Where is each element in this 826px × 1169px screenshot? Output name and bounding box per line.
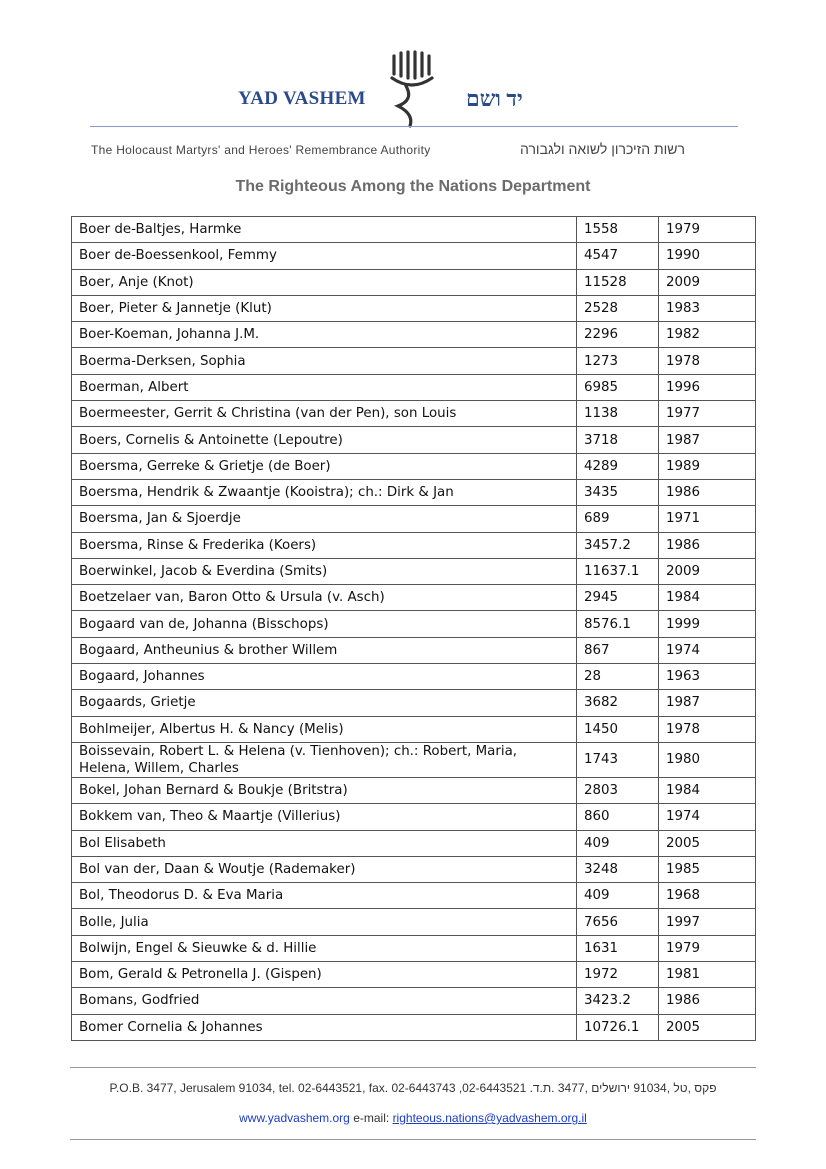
name-cell: Boers, Cornelis & Antoinette (Lepoutre) bbox=[72, 427, 577, 453]
table-row bbox=[72, 322, 756, 348]
righteous-list-table bbox=[71, 216, 756, 1041]
year-cell: 1989 bbox=[659, 453, 756, 479]
year-cell: 1986 bbox=[659, 532, 756, 558]
name-cell: Bol, Theodorus D. & Eva Maria bbox=[72, 883, 577, 909]
year-cell: 2009 bbox=[659, 558, 756, 584]
name-cell: Bogaard van de, Johanna (Bisschops) bbox=[72, 611, 577, 637]
year-cell: 1990 bbox=[659, 243, 756, 269]
file-number-cell: 6985 bbox=[577, 374, 659, 400]
name-cell: Bol van der, Daan & Woutje (Rademaker) bbox=[72, 856, 577, 882]
name-cell: Boerwinkel, Jacob & Everdina (Smits) bbox=[72, 558, 577, 584]
table-row bbox=[72, 295, 756, 321]
table-row bbox=[72, 1014, 756, 1040]
name-cell: Boer de-Boessenkool, Femmy bbox=[72, 243, 577, 269]
name-cell: Bogaards, Grietje bbox=[72, 690, 577, 716]
name-cell: Boissevain, Robert L. & Helena (v. Tienhoven); ch.: Robert, Maria, Helena, Willem, Charles bbox=[72, 742, 577, 777]
file-number-cell: 11637.1 bbox=[577, 558, 659, 584]
file-number-cell: 4289 bbox=[577, 453, 659, 479]
table-row bbox=[72, 777, 756, 803]
name-cell: Boersma, Jan & Sjoerdje bbox=[72, 506, 577, 532]
year-cell: 1968 bbox=[659, 883, 756, 909]
year-cell: 1979 bbox=[659, 217, 756, 243]
footer-divider-bottom bbox=[70, 1139, 756, 1140]
file-number-cell: 1273 bbox=[577, 348, 659, 374]
tagline-english: The Holocaust Martyrs' and Heroes' Remembrance Authority bbox=[91, 143, 431, 157]
org-name-hebrew: יד ושם bbox=[466, 86, 523, 111]
table-row bbox=[72, 427, 756, 453]
file-number-cell: 1558 bbox=[577, 217, 659, 243]
year-cell: 1982 bbox=[659, 322, 756, 348]
email-link[interactable]: righteous.nations@yadvashem.org.il bbox=[392, 1111, 587, 1125]
year-cell: 2005 bbox=[659, 830, 756, 856]
table-row bbox=[72, 532, 756, 558]
file-number-cell: 3457.2 bbox=[577, 532, 659, 558]
table-row bbox=[72, 935, 756, 961]
file-number-cell: 2296 bbox=[577, 322, 659, 348]
department-title: The Righteous Among the Nations Department bbox=[235, 178, 591, 195]
file-number-cell: 7656 bbox=[577, 909, 659, 935]
file-number-cell: 1450 bbox=[577, 716, 659, 742]
name-cell: Bolle, Julia bbox=[72, 909, 577, 935]
table-row bbox=[72, 506, 756, 532]
name-cell: Bolwijn, Engel & Sieuwke & d. Hillie bbox=[72, 935, 577, 961]
table-row bbox=[72, 401, 756, 427]
year-cell: 1986 bbox=[659, 988, 756, 1014]
table-row bbox=[72, 374, 756, 400]
table-row bbox=[72, 988, 756, 1014]
year-cell: 1963 bbox=[659, 664, 756, 690]
name-cell: Boersma, Hendrik & Zwaantje (Kooistra); ch.: Dirk & Jan bbox=[72, 479, 577, 505]
year-cell: 1980 bbox=[659, 742, 756, 777]
org-name-english: YAD VASHEM bbox=[238, 88, 366, 109]
year-cell: 1977 bbox=[659, 401, 756, 427]
table-row bbox=[72, 909, 756, 935]
file-number-cell: 3248 bbox=[577, 856, 659, 882]
table-row bbox=[72, 962, 756, 988]
file-number-cell: 409 bbox=[577, 883, 659, 909]
name-cell: Boermeester, Gerrit & Christina (van der Pen), son Louis bbox=[72, 401, 577, 427]
year-cell: 1974 bbox=[659, 804, 756, 830]
table-row bbox=[72, 348, 756, 374]
name-cell: Bomans, Godfried bbox=[72, 988, 577, 1014]
tagline-hebrew: רשות הזיכרון לשואה ולגבורה bbox=[520, 141, 685, 157]
file-number-cell: 3435 bbox=[577, 479, 659, 505]
file-number-cell: 1972 bbox=[577, 962, 659, 988]
name-cell: Bogaard, Johannes bbox=[72, 664, 577, 690]
file-number-cell: 3718 bbox=[577, 427, 659, 453]
year-cell: 1984 bbox=[659, 585, 756, 611]
table-row bbox=[72, 856, 756, 882]
file-number-cell: 2803 bbox=[577, 777, 659, 803]
name-cell: Boer-Koeman, Johanna J.M. bbox=[72, 322, 577, 348]
name-cell: Boer de-Baltjes, Harmke bbox=[72, 217, 577, 243]
year-cell: 1997 bbox=[659, 909, 756, 935]
year-cell: 1974 bbox=[659, 637, 756, 663]
year-cell: 1978 bbox=[659, 348, 756, 374]
table-row bbox=[72, 453, 756, 479]
file-number-cell: 409 bbox=[577, 830, 659, 856]
file-number-cell: 11528 bbox=[577, 269, 659, 295]
year-cell: 1983 bbox=[659, 295, 756, 321]
file-number-cell: 860 bbox=[577, 804, 659, 830]
name-cell: Bokel, Johan Bernard & Boukje (Britstra) bbox=[72, 777, 577, 803]
year-cell: 1971 bbox=[659, 506, 756, 532]
name-cell: Boetzelaer van, Baron Otto & Ursula (v. Asch) bbox=[72, 585, 577, 611]
menorah-logo-icon bbox=[384, 50, 440, 130]
name-cell: Boersma, Rinse & Frederika (Koers) bbox=[72, 532, 577, 558]
table-row bbox=[72, 637, 756, 663]
year-cell: 1978 bbox=[659, 716, 756, 742]
name-cell: Bogaard, Antheunius & brother Willem bbox=[72, 637, 577, 663]
name-cell: Bokkem van, Theo & Maartje (Villerius) bbox=[72, 804, 577, 830]
year-cell: 1981 bbox=[659, 962, 756, 988]
table-row bbox=[72, 883, 756, 909]
year-cell: 1987 bbox=[659, 690, 756, 716]
file-number-cell: 1743 bbox=[577, 742, 659, 777]
file-number-cell: 1138 bbox=[577, 401, 659, 427]
year-cell: 1996 bbox=[659, 374, 756, 400]
table-row bbox=[72, 611, 756, 637]
year-cell: 1984 bbox=[659, 777, 756, 803]
footer-contact bbox=[0, 1111, 826, 1125]
file-number-cell: 2945 bbox=[577, 585, 659, 611]
name-cell: Boer, Pieter & Jannetje (Klut) bbox=[72, 295, 577, 321]
year-cell: 2005 bbox=[659, 1014, 756, 1040]
year-cell: 1986 bbox=[659, 479, 756, 505]
table-row bbox=[72, 716, 756, 742]
footer-address: P.O.B. 3477, Jerusalem 91034, tel. 02-6443521, fax. 02-6443743 ,02-6443521 .פקס ,טל ,91034 ירושלים ,3477 .ת.ד bbox=[109, 1081, 717, 1095]
name-cell: Boer, Anje (Knot) bbox=[72, 269, 577, 295]
name-cell: Bol Elisabeth bbox=[72, 830, 577, 856]
table-row bbox=[72, 585, 756, 611]
file-number-cell: 867 bbox=[577, 637, 659, 663]
file-number-cell: 3423.2 bbox=[577, 988, 659, 1014]
year-cell: 1985 bbox=[659, 856, 756, 882]
header-divider bbox=[90, 126, 738, 127]
table-row bbox=[72, 217, 756, 243]
year-cell: 1999 bbox=[659, 611, 756, 637]
table-row bbox=[72, 830, 756, 856]
file-number-cell: 3682 bbox=[577, 690, 659, 716]
name-cell: Boerman, Albert bbox=[72, 374, 577, 400]
table-row bbox=[72, 558, 756, 584]
table-row bbox=[72, 804, 756, 830]
table-row bbox=[72, 243, 756, 269]
name-cell: Bohlmeijer, Albertus H. & Nancy (Melis) bbox=[72, 716, 577, 742]
table-row bbox=[72, 690, 756, 716]
footer-divider-top bbox=[70, 1067, 756, 1068]
table-row bbox=[72, 742, 756, 777]
table-row bbox=[72, 664, 756, 690]
file-number-cell: 2528 bbox=[577, 295, 659, 321]
letterhead bbox=[0, 0, 826, 170]
name-cell: Bomer Cornelia & Johannes bbox=[72, 1014, 577, 1040]
name-cell: Boersma, Gerreke & Grietje (de Boer) bbox=[72, 453, 577, 479]
table-row bbox=[72, 479, 756, 505]
name-cell: Boerma-Derksen, Sophia bbox=[72, 348, 577, 374]
year-cell: 2009 bbox=[659, 269, 756, 295]
year-cell: 1979 bbox=[659, 935, 756, 961]
file-number-cell: 28 bbox=[577, 664, 659, 690]
name-cell: Bom, Gerald & Petronella J. (Gispen) bbox=[72, 962, 577, 988]
file-number-cell: 1631 bbox=[577, 935, 659, 961]
file-number-cell: 4547 bbox=[577, 243, 659, 269]
table-row bbox=[72, 269, 756, 295]
table-body bbox=[72, 217, 756, 1041]
email-label: e-mail: bbox=[353, 1111, 390, 1125]
file-number-cell: 10726.1 bbox=[577, 1014, 659, 1040]
year-cell: 1987 bbox=[659, 427, 756, 453]
file-number-cell: 8576.1 bbox=[577, 611, 659, 637]
file-number-cell: 689 bbox=[577, 506, 659, 532]
website-link[interactable]: www.yadvashem.org bbox=[239, 1111, 350, 1125]
